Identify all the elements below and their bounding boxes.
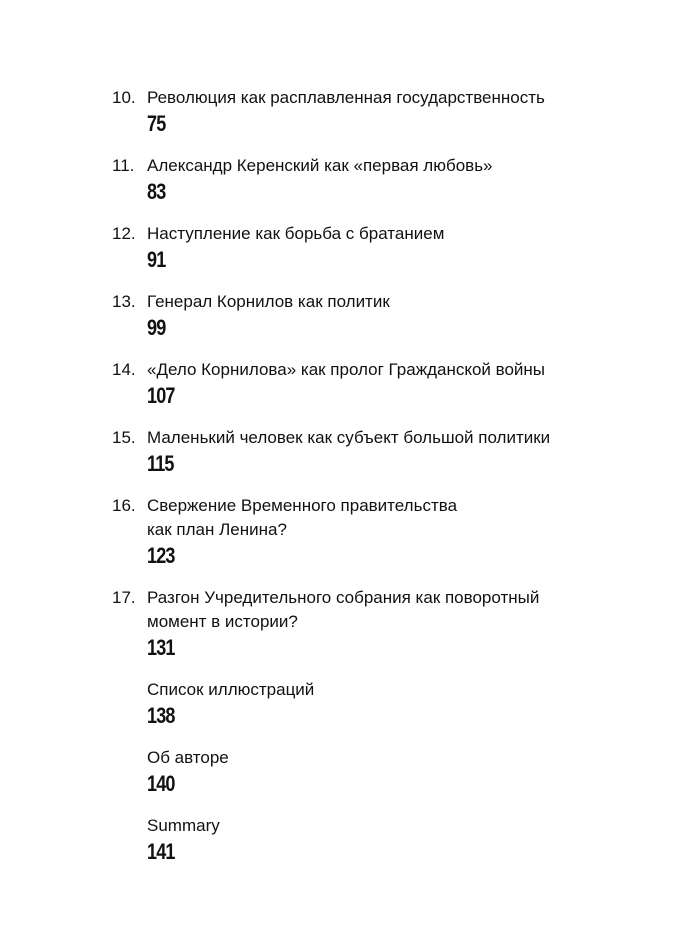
entry-page: 138 — [147, 703, 175, 728]
entry-page: 140 — [147, 771, 175, 796]
toc-entry — [112, 814, 652, 866]
toc-entry — [112, 86, 652, 138]
entry-title: «Дело Корнилова» как пролог Гражданской войны — [147, 360, 546, 379]
toc-entry — [112, 290, 652, 342]
entry-page: 91 — [147, 247, 166, 272]
entry-number: 13. — [112, 292, 136, 311]
entry-title: Об авторе — [147, 748, 229, 767]
entry-page: 141 — [147, 839, 175, 864]
entry-number: 11. — [112, 156, 135, 175]
toc-entry — [112, 222, 652, 274]
entry-number: 16. — [112, 496, 136, 515]
entry-title: Summary — [147, 816, 220, 835]
table-of-contents — [112, 86, 652, 864]
entry-title-line: как план Ленина? — [147, 520, 287, 539]
entry-title — [147, 586, 652, 634]
entry-number: 14. — [112, 360, 136, 379]
entry-title: Александр Керенский как «первая любовь» — [147, 156, 493, 175]
toc-entry — [112, 678, 652, 730]
entry-page: 131 — [147, 635, 175, 660]
entry-page: 99 — [147, 315, 166, 340]
entry-title: Список иллюстраций — [147, 680, 315, 699]
entry-title: Наступление как борьба с братанием — [147, 224, 445, 243]
entry-title-line: момент в истории? — [147, 612, 298, 631]
toc-entry — [112, 586, 652, 662]
entry-page: 123 — [147, 543, 175, 568]
entry-title-line: Свержение Временного правительства — [147, 496, 458, 515]
entry-number: 17. — [112, 588, 136, 607]
entry-page: 75 — [147, 111, 166, 136]
entry-page: 115 — [147, 451, 174, 476]
entry-number: 10. — [112, 88, 136, 107]
entry-title-line: Разгон Учредительного собрания как поворотный — [147, 588, 540, 607]
entry-title — [147, 494, 652, 542]
entry-title: Революция как расплавленная государственность — [147, 88, 545, 107]
entry-page: 83 — [147, 179, 166, 204]
toc-entry — [112, 746, 652, 798]
toc-entry — [112, 358, 652, 410]
entry-title: Маленький человек как субъект большой политики — [147, 428, 551, 447]
toc-entry — [112, 154, 652, 206]
entry-number: 12. — [112, 224, 136, 243]
toc-entry — [112, 426, 652, 478]
toc-entry — [112, 494, 652, 570]
entry-page: 107 — [147, 383, 175, 408]
entry-title: Генерал Корнилов как политик — [147, 292, 390, 311]
entry-number: 15. — [112, 428, 136, 447]
